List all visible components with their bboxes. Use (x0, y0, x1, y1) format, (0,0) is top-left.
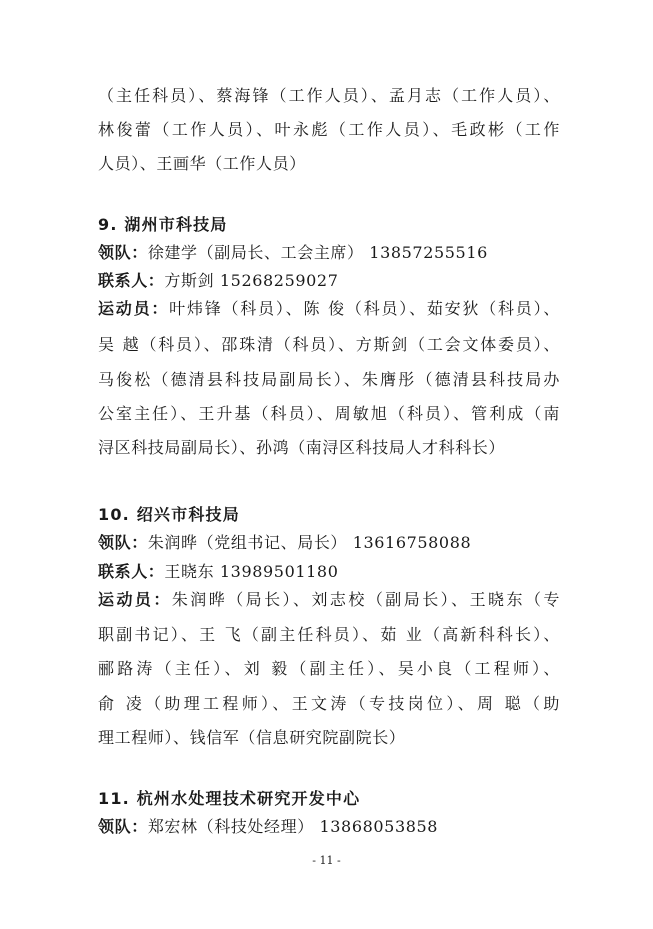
leader-label: 领队： (98, 817, 148, 836)
continuation-line-2: 林俊蕾（工作人员）、叶永彪（工作人员）、毛政彬（工作 (98, 120, 560, 139)
athletes-text: 叶炜锋（科员）、陈 俊（科员）、茹安狄（科员）、 (169, 299, 560, 318)
contact-text: 王晓东 13989501180 (164, 562, 339, 581)
leader-label: 领队： (98, 533, 148, 552)
section-10-athletes-line-3: 郦路涛（主任）、刘 毅（副主任）、吴小良（工程师）、 (98, 659, 560, 678)
section-9-athletes-line-4: 公室主任）、王升基（科员）、周敏旭（科员）、管利成（南 (98, 404, 560, 423)
contact-text: 方斯剑 15268259027 (164, 271, 339, 290)
athletes-text: 朱润晔（局长）、刘志校（副局长）、王晓东（专 (171, 590, 560, 609)
section-9-athletes-line-5: 浔区科技局副局长）、孙鸿（南浔区科技局人才科科长） (98, 438, 506, 457)
section-11-leader (98, 816, 560, 838)
leader-label: 领队： (98, 243, 148, 262)
section-10-heading: 10. 绍兴市科技局 (98, 505, 240, 524)
section-9-athletes-line-3: 马俊松（德清县科技局副局长）、朱膺彤（德清县科技局办 (98, 370, 560, 389)
section-9-contact (98, 270, 560, 292)
section-10-athletes-line-5: 理工程师）、钱信军（信息研究院副院长） (98, 728, 406, 747)
section-10-athletes-line-4: 俞 凌（助理工程师）、王文涛（专技岗位）、周 聪（助 (98, 694, 560, 713)
leader-text: 郑宏林（科技处经理） 13868053858 (147, 817, 439, 836)
continuation-line-3: 人员）、王画华（工作人员） (98, 154, 306, 173)
section-9-athletes-line-1 (98, 298, 560, 320)
continuation-line-1: （主任科员）、蔡海锋（工作人员）、孟月志（工作人员）、 (98, 86, 560, 105)
section-10-leader (98, 532, 560, 554)
section-9-heading: 9. 湖州市科技局 (98, 215, 228, 234)
page-number: - 11 - (312, 854, 341, 867)
section-11-heading: 11. 杭州水处理技术研究开发中心 (98, 789, 361, 808)
section-10-athletes-line-1 (98, 589, 560, 611)
section-9-athletes-line-2: 吴 越（科员）、邵珠清（科员）、方斯剑（工会文体委员）、 (98, 335, 560, 354)
contact-label: 联系人： (98, 562, 165, 581)
athletes-label: 运动员： (98, 590, 172, 609)
section-10-athletes-line-2: 职副书记）、王 飞（副主任科员）、茹 业（高新科科长）、 (98, 625, 560, 644)
leader-text: 徐建学（副局长、工会主席） 13857255516 (147, 243, 488, 262)
section-9-leader (98, 242, 560, 264)
leader-text: 朱润晔（党组书记、局长） 13616758088 (147, 533, 472, 552)
athletes-label: 运动员： (98, 299, 170, 318)
section-10-contact (98, 561, 560, 583)
contact-label: 联系人： (98, 271, 165, 290)
